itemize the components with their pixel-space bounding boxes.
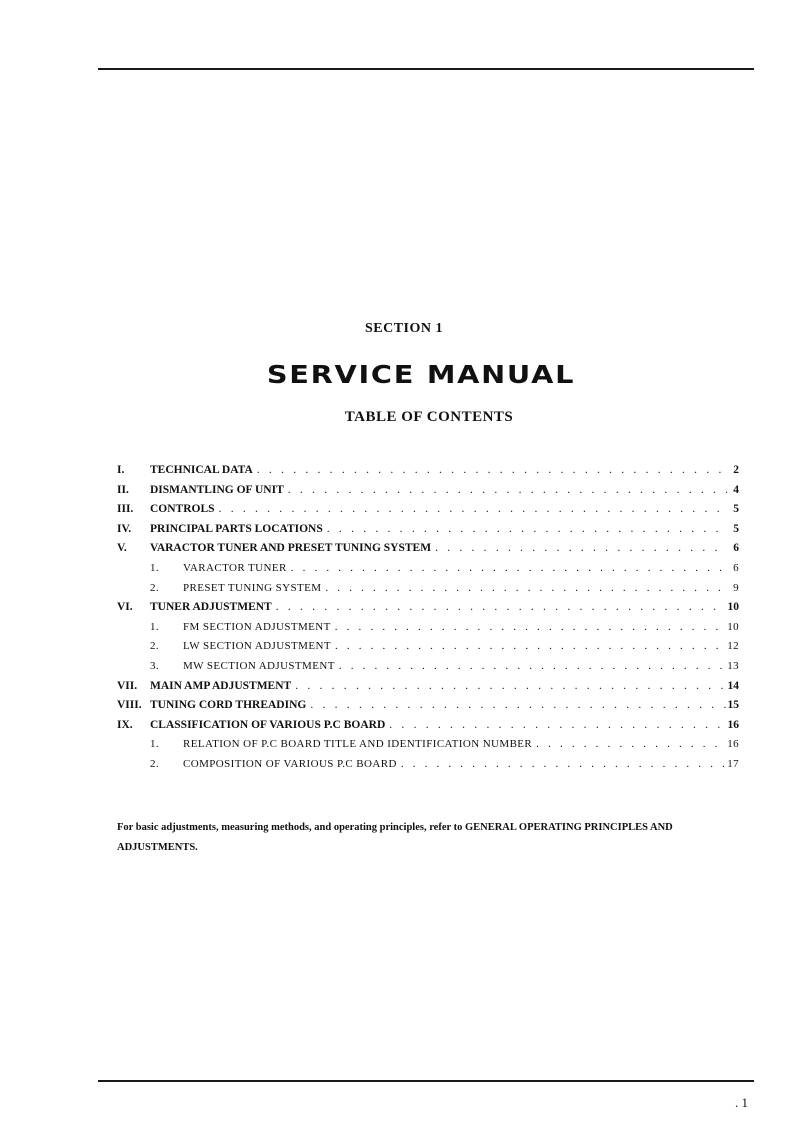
toc-entry-label: FM SECTION ADJUSTMENT bbox=[183, 620, 331, 633]
section-label: SECTION 1 bbox=[364, 321, 444, 336]
toc-leader-dots bbox=[310, 699, 725, 711]
toc-entry-label: MW SECTION ADJUSTMENT bbox=[183, 659, 335, 672]
toc-subentry bbox=[117, 621, 739, 641]
toc-entry-label: CLASSIFICATION OF VARIOUS P.C BOARD bbox=[150, 718, 386, 731]
toc-entry-label: COMPOSITION OF VARIOUS P.C BOARD bbox=[183, 757, 397, 770]
toc-entry-label: TECHNICAL DATA bbox=[150, 464, 253, 476]
toc-leader-dots bbox=[327, 523, 727, 535]
toc-entry-label: VARACTOR TUNER AND PRESET TUNING SYSTEM bbox=[150, 542, 432, 555]
toc-entry-number: VI. bbox=[117, 601, 133, 614]
toc-leader-dots bbox=[288, 484, 727, 496]
toc-entry-label: DISMANTLING OF UNIT bbox=[150, 483, 284, 496]
toc-leader-dots bbox=[295, 680, 725, 692]
toc-heading: TABLE OF CONTENTS bbox=[344, 409, 514, 425]
toc-entry bbox=[117, 464, 739, 484]
toc-subentry bbox=[117, 640, 739, 660]
document-title: SERVICE MANUAL bbox=[266, 360, 576, 389]
toc-leader-dots bbox=[219, 503, 727, 515]
toc-entry bbox=[117, 542, 739, 562]
toc-leader-dots bbox=[339, 660, 725, 672]
toc-entry bbox=[117, 699, 739, 719]
toc-leader-dots bbox=[335, 621, 725, 633]
toc-entry-page: 17 bbox=[727, 757, 739, 770]
toc-entry-page: 2 bbox=[733, 464, 739, 476]
toc-leader-dots bbox=[257, 464, 727, 476]
toc-entry-page: 4 bbox=[733, 483, 739, 496]
toc-entry-number: VII. bbox=[117, 679, 138, 692]
toc-leader-dots bbox=[291, 562, 727, 574]
toc-entry-label: PRINCIPAL PARTS LOCATIONS bbox=[150, 522, 323, 535]
toc-entry-page: 15 bbox=[727, 699, 739, 712]
toc-entry-label: LW SECTION ADJUSTMENT bbox=[183, 640, 331, 653]
toc-entry bbox=[117, 719, 739, 739]
toc-entry-page: 16 bbox=[727, 718, 739, 731]
toc-entry-number: 3. bbox=[150, 659, 160, 672]
toc-leader-dots bbox=[335, 640, 725, 652]
toc-subentry bbox=[117, 562, 739, 582]
toc-entry-page: 6 bbox=[733, 561, 739, 574]
toc-entry-label: CONTROLS bbox=[150, 503, 215, 516]
toc-entry bbox=[117, 484, 739, 504]
toc-entry-number: 1. bbox=[150, 561, 160, 574]
toc-entry-number: 2. bbox=[150, 757, 160, 770]
top-rule bbox=[98, 68, 754, 70]
toc-leader-dots bbox=[325, 582, 727, 594]
toc-entry-label: TUNER ADJUSTMENT bbox=[150, 601, 272, 614]
toc-entry-number: 2. bbox=[150, 640, 160, 653]
toc-subentry bbox=[117, 660, 739, 680]
toc-entry-page: 5 bbox=[733, 503, 739, 516]
toc-entry-number: I. bbox=[117, 464, 125, 476]
toc-subentry bbox=[117, 758, 739, 778]
table-of-contents bbox=[117, 464, 739, 778]
toc-entry-page: 14 bbox=[727, 679, 739, 692]
reference-note: For basic adjustments, measuring methods, and operating principles, refer to GENERAL OPERATING PRINCIPLES AND ADJUSTMENTS. bbox=[117, 822, 673, 853]
toc-entry-number: 1. bbox=[150, 738, 160, 751]
toc-entry-page: 16 bbox=[727, 738, 739, 751]
toc-subentry bbox=[117, 582, 739, 602]
toc-entry bbox=[117, 680, 739, 700]
toc-entry-label: MAIN AMP ADJUSTMENT bbox=[150, 679, 292, 692]
toc-entry-label: TUNING CORD THREADING bbox=[150, 699, 307, 712]
toc-entry-number: IX. bbox=[117, 718, 133, 731]
toc-entry-number: VIII. bbox=[117, 699, 142, 712]
toc-entry-page: 12 bbox=[727, 640, 739, 653]
toc-leader-dots bbox=[389, 719, 725, 731]
page-number: . 1 bbox=[735, 1095, 748, 1110]
toc-entry-label: VARACTOR TUNER bbox=[183, 561, 287, 574]
toc-entry-page: 6 bbox=[733, 542, 739, 555]
toc-entry-number: V. bbox=[117, 542, 127, 555]
toc-entry bbox=[117, 503, 739, 523]
toc-entry-number: 1. bbox=[150, 620, 160, 633]
toc-leader-dots bbox=[276, 601, 726, 613]
toc-entry-page: 5 bbox=[733, 522, 739, 535]
toc-entry-number: II. bbox=[117, 483, 129, 496]
toc-entry-page: 10 bbox=[727, 601, 739, 614]
toc-entry-page: 10 bbox=[727, 620, 739, 633]
toc-entry bbox=[117, 601, 739, 621]
toc-leader-dots bbox=[401, 758, 725, 770]
toc-entry-page: 9 bbox=[733, 581, 739, 594]
toc-entry bbox=[117, 523, 739, 543]
toc-entry-number: IV. bbox=[117, 522, 132, 535]
toc-subentry bbox=[117, 738, 739, 758]
toc-entry-page: 13 bbox=[727, 659, 739, 672]
toc-leader-dots bbox=[435, 542, 727, 554]
toc-leader-dots bbox=[536, 738, 725, 750]
bottom-rule bbox=[98, 1080, 754, 1082]
toc-entry-number: III. bbox=[117, 503, 134, 516]
toc-entry-label: RELATION OF P.C BOARD TITLE AND IDENTIFICATION NUMBER bbox=[183, 738, 533, 751]
toc-entry-number: 2. bbox=[150, 581, 160, 594]
toc-entry-label: PRESET TUNING SYSTEM bbox=[183, 581, 322, 594]
